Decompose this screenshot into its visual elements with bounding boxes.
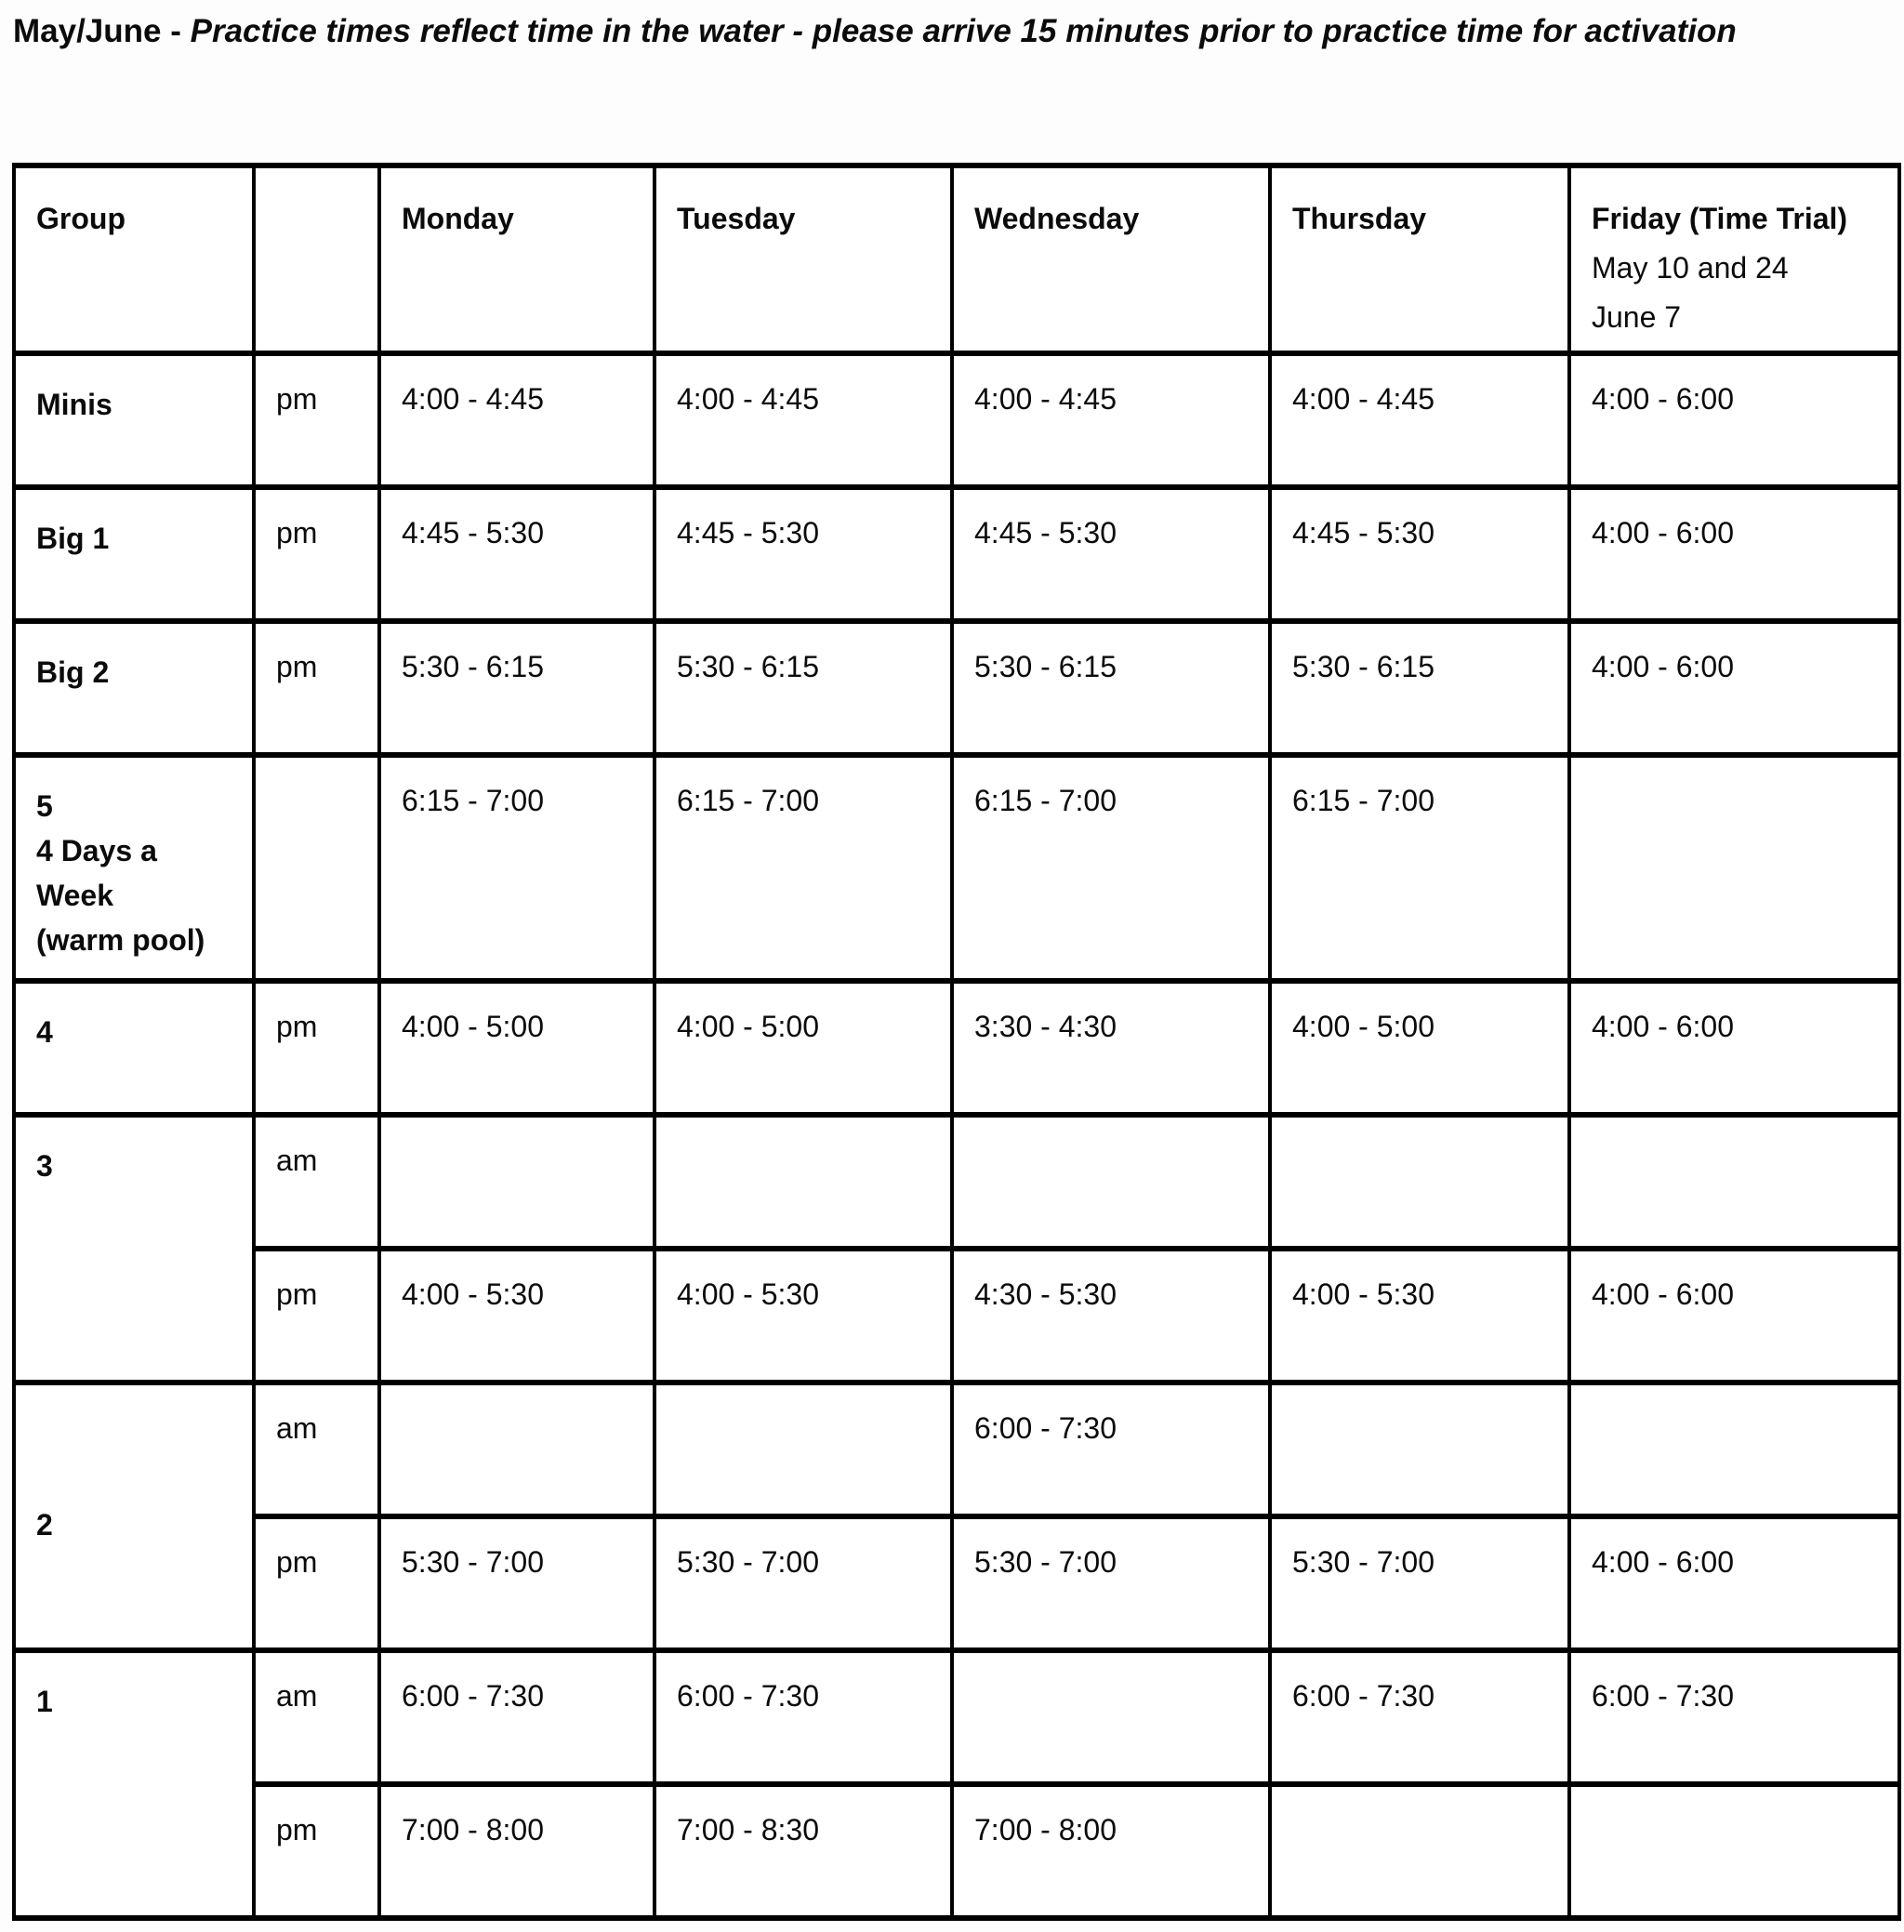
ampm-label: pm — [254, 1516, 379, 1650]
friday-note-line-2: June 7 — [1592, 299, 1682, 334]
time-cell: 5:30 - 7:00 — [379, 1516, 654, 1650]
time-cell — [379, 1115, 654, 1249]
ampm-label: pm — [254, 981, 379, 1115]
ampm-label: pm — [254, 353, 379, 487]
title-lead: May/June - — [13, 13, 181, 49]
group-label-big-2: Big 2 — [14, 621, 254, 755]
group-label-5: 5 4 Days a Week (warm pool) — [14, 755, 254, 981]
group-label-1: 1 — [14, 1650, 254, 1918]
schedule-row-3-am — [14, 1115, 1899, 1249]
schedule-row-1-pm — [14, 1784, 1899, 1918]
time-cell: 5:30 - 7:00 — [654, 1516, 952, 1650]
schedule-row-big-2-pm — [14, 621, 1899, 755]
group-label-2: 2 — [14, 1383, 254, 1650]
time-cell: 5:30 - 6:15 — [379, 621, 654, 755]
friday-header-title: Friday (Time Trial) — [1592, 202, 1848, 235]
time-cell: 7:00 - 8:00 — [952, 1784, 1270, 1918]
ampm-label: am — [254, 1650, 379, 1784]
time-cell: 4:00 - 6:00 — [1569, 353, 1899, 487]
time-cell: 4:00 - 5:00 — [379, 981, 654, 1115]
schedule-row-big-1-pm — [14, 487, 1899, 621]
time-cell: 4:45 - 5:30 — [1270, 487, 1569, 621]
time-cell — [1270, 1115, 1569, 1249]
schedule-row-2-am — [14, 1383, 1899, 1516]
time-cell: 4:00 - 4:45 — [654, 353, 952, 487]
column-header-group: Group — [14, 165, 254, 353]
group-label-4: 4 — [14, 981, 254, 1115]
time-cell — [952, 1650, 1270, 1784]
column-header-friday — [1569, 165, 1899, 353]
time-cell — [654, 1115, 952, 1249]
time-cell: 4:00 - 5:30 — [1270, 1249, 1569, 1383]
friday-note-line-1: May 10 and 24 — [1592, 250, 1789, 285]
time-cell — [1569, 1383, 1899, 1516]
time-cell — [1270, 1383, 1569, 1516]
time-cell: 4:00 - 4:45 — [379, 353, 654, 487]
group-label-minis: Minis — [14, 353, 254, 487]
schedule-row-5 — [14, 755, 1899, 981]
ampm-label: am — [254, 1383, 379, 1516]
time-cell: 4:00 - 5:30 — [654, 1249, 952, 1383]
time-cell: 5:30 - 6:15 — [952, 621, 1270, 755]
time-cell: 6:15 - 7:00 — [654, 755, 952, 981]
time-cell: 4:45 - 5:30 — [654, 487, 952, 621]
time-cell — [1569, 1115, 1899, 1249]
time-cell: 4:00 - 6:00 — [1569, 621, 1899, 755]
time-cell — [1270, 1784, 1569, 1918]
time-cell: 4:00 - 5:30 — [379, 1249, 654, 1383]
time-cell: 4:00 - 6:00 — [1569, 981, 1899, 1115]
time-cell: 4:30 - 5:30 — [952, 1249, 1270, 1383]
time-cell: 6:00 - 7:30 — [379, 1650, 654, 1784]
ampm-label: pm — [254, 487, 379, 621]
ampm-label: pm — [254, 1249, 379, 1383]
time-cell: 5:30 - 7:00 — [1270, 1516, 1569, 1650]
page-title — [13, 6, 1826, 58]
time-cell: 4:00 - 6:00 — [1569, 1516, 1899, 1650]
time-cell: 6:15 - 7:00 — [1270, 755, 1569, 981]
time-cell: 4:45 - 5:30 — [952, 487, 1270, 621]
column-header-thursday: Thursday — [1270, 165, 1569, 353]
title-emphasis: Practice times reflect time in the water - please arrive 15 minutes prior to practice time for activation — [190, 13, 1737, 49]
ampm-label: pm — [254, 621, 379, 755]
time-cell: 5:30 - 6:15 — [654, 621, 952, 755]
group-label-3: 3 — [14, 1115, 254, 1383]
time-cell: 4:00 - 5:00 — [654, 981, 952, 1115]
time-cell: 7:00 - 8:30 — [654, 1784, 952, 1918]
time-cell — [654, 1383, 952, 1516]
time-cell: 4:00 - 4:45 — [1270, 353, 1569, 487]
column-header-ampm — [254, 165, 379, 353]
time-cell: 5:30 - 6:15 — [1270, 621, 1569, 755]
group-label-big-1: Big 1 — [14, 487, 254, 621]
time-cell: 5:30 - 7:00 — [952, 1516, 1270, 1650]
time-cell: 6:00 - 7:30 — [1569, 1650, 1899, 1784]
column-header-tuesday: Tuesday — [654, 165, 952, 353]
column-header-monday: Monday — [379, 165, 654, 353]
time-cell: 6:00 - 7:30 — [952, 1383, 1270, 1516]
time-cell: 4:00 - 5:00 — [1270, 981, 1569, 1115]
ampm-label — [254, 755, 379, 981]
schedule-row-minis-pm — [14, 353, 1899, 487]
schedule-row-2-pm — [14, 1516, 1899, 1650]
time-cell: 4:00 - 6:00 — [1569, 487, 1899, 621]
header-row — [14, 165, 1899, 353]
time-cell — [952, 1115, 1270, 1249]
time-cell: 3:30 - 4:30 — [952, 981, 1270, 1115]
time-cell: 6:15 - 7:00 — [379, 755, 654, 981]
time-cell: 6:00 - 7:30 — [654, 1650, 952, 1784]
time-cell — [1569, 1784, 1899, 1918]
time-cell: 4:00 - 6:00 — [1569, 1249, 1899, 1383]
schedule-table-body — [14, 353, 1899, 1918]
column-header-wednesday: Wednesday — [952, 165, 1270, 353]
time-cell: 4:45 - 5:30 — [379, 487, 654, 621]
time-cell: 6:15 - 7:00 — [952, 755, 1270, 981]
time-cell: 7:00 - 8:00 — [379, 1784, 654, 1918]
ampm-label: am — [254, 1115, 379, 1249]
schedule-row-1-am — [14, 1650, 1899, 1784]
practice-schedule-table — [12, 163, 1901, 1921]
ampm-label: pm — [254, 1784, 379, 1918]
schedule-row-4-pm — [14, 981, 1899, 1115]
time-cell — [1569, 755, 1899, 981]
schedule-row-3-pm — [14, 1249, 1899, 1383]
time-cell: 6:00 - 7:30 — [1270, 1650, 1569, 1784]
time-cell: 4:00 - 4:45 — [952, 353, 1270, 487]
time-cell — [379, 1383, 654, 1516]
